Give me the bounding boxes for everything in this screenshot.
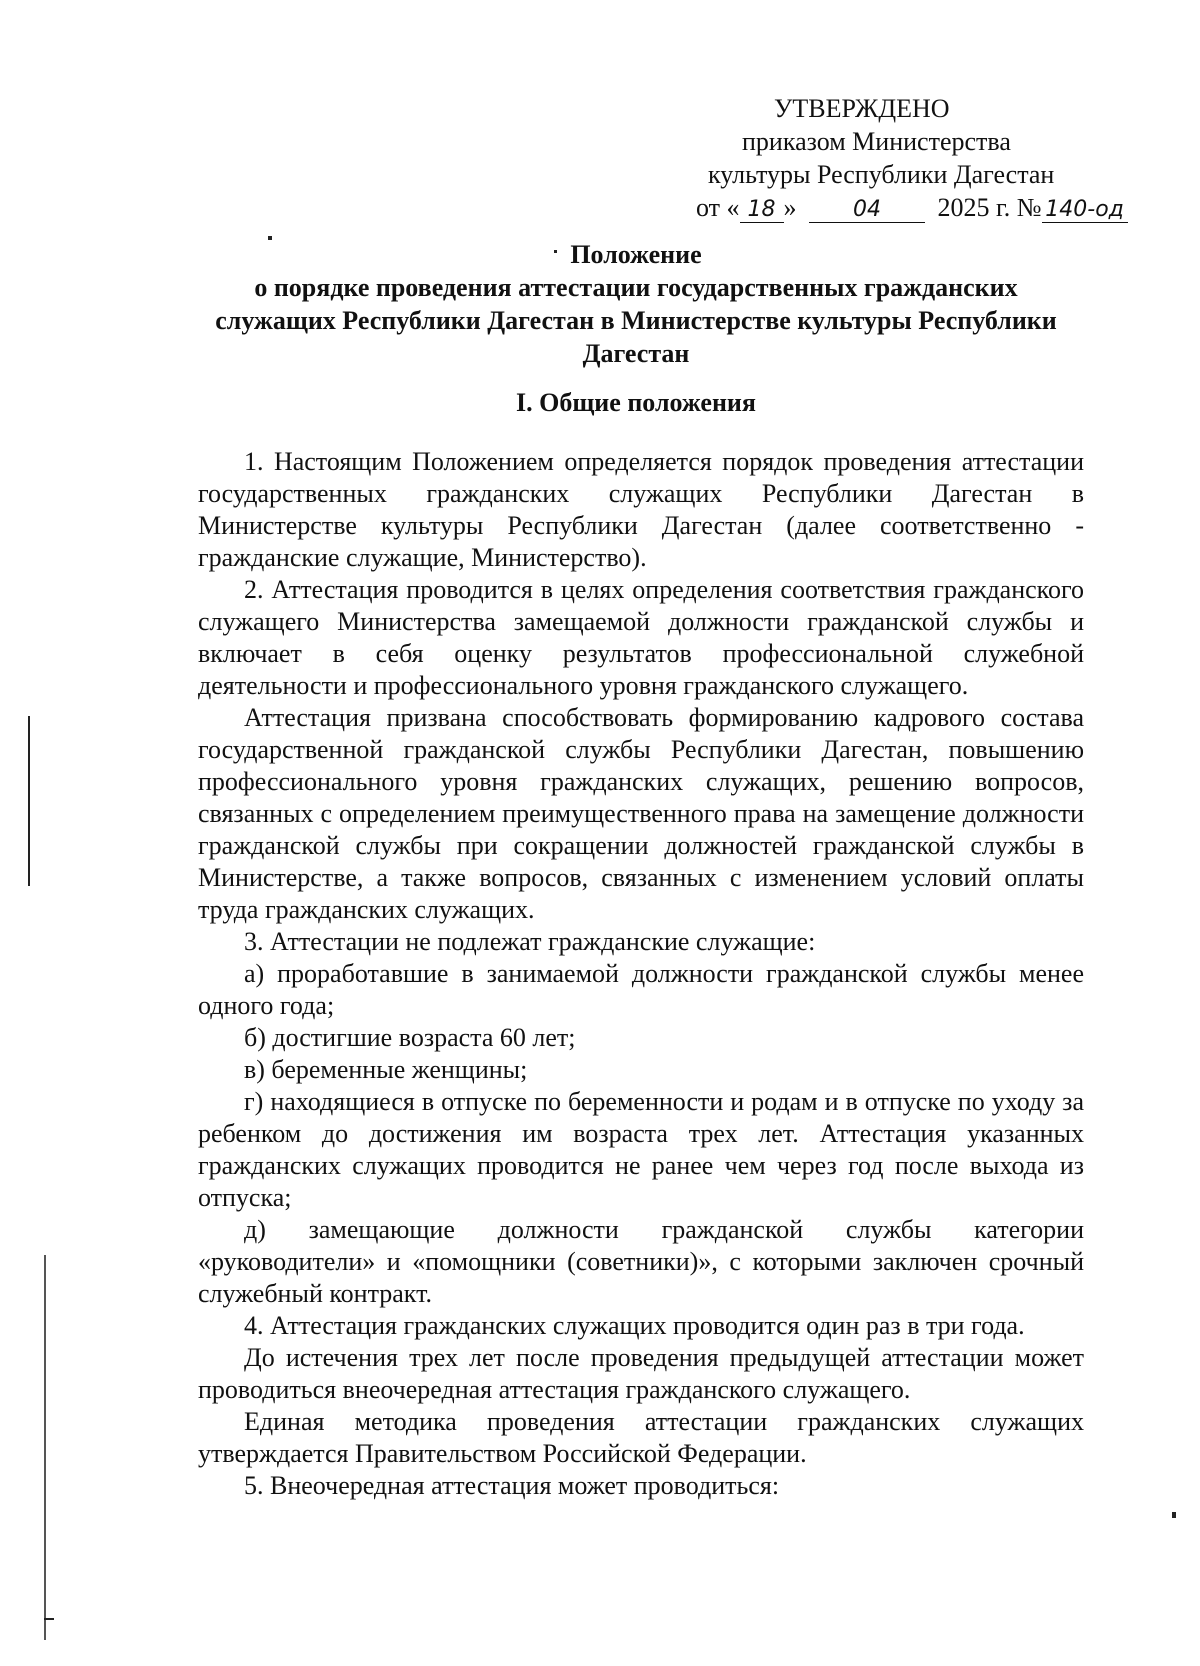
title-line-2: о порядке проведения аттестации государственных гражданских — [254, 273, 1018, 302]
document-title — [188, 238, 1084, 370]
scan-mark — [554, 250, 557, 253]
date-day-close: » — [783, 193, 797, 222]
title-line-3: служащих Республики Дагестан в Министерстве культуры Республики — [215, 306, 1057, 335]
approval-heading: УТВЕРЖДЕНО — [774, 94, 950, 123]
paragraph: 5. Внеочередная аттестация может проводиться: — [244, 1471, 780, 1500]
paragraph: в) беременные женщины; — [244, 1055, 528, 1084]
paragraph: а) проработавшие в занимаемой должности гражданской службы менее одного года; — [198, 959, 1084, 1020]
section-heading: I. Общие положения — [516, 388, 756, 417]
paragraph: д) замещающие должности гражданской службы категории «руководители» и «помощники (советники)», с которыми заключен срочный служебный контракт. — [198, 1215, 1084, 1308]
handwritten-month: 04 — [809, 198, 925, 223]
paragraph: До истечения трех лет после проведения предыдущей аттестации может проводиться внеочередная аттестация гражданского служащего. — [198, 1343, 1084, 1404]
document-body — [198, 446, 1084, 1502]
handwritten-day: 18 — [740, 198, 784, 223]
paragraph: 4. Аттестация гражданских служащих проводится один раз в три года. — [244, 1311, 1025, 1340]
scan-mark — [28, 716, 30, 886]
approval-date-line — [640, 191, 1160, 224]
scan-mark — [268, 236, 272, 240]
title-line-1: Положение — [570, 240, 702, 269]
handwritten-order-number: 140-од — [1042, 198, 1128, 223]
approval-line-ministry: культуры Республики Дагестан — [708, 160, 1055, 189]
paragraph: 3. Аттестации не подлежат гражданские служащие: — [244, 927, 816, 956]
approval-block — [640, 92, 1160, 224]
paragraph: Аттестация призвана способствовать формированию кадрового состава государственной гражданской службы Республики Дагестан, повышению профессионального уровня гражданских служащих, решению вопросов, связанных с определением преимущественного права на замещение должности гражданской службы при сокращении должностей гражданской службы в Министерстве, а также вопросов, связанных с изменением условий оплаты труда гражданских служащих. — [198, 703, 1084, 924]
scan-mark — [44, 1618, 54, 1620]
paragraph: б) достигшие возраста 60 лет; — [244, 1023, 576, 1052]
paragraph: г) находящиеся в отпуске по беременности и родам и в отпуске по уходу за ребенком до достижения им возраста трех лет. Аттестация указанных гражданских служащих проводится не ранее чем через год после выхода из отпуска; — [198, 1087, 1084, 1212]
date-prefix: от « — [696, 193, 740, 222]
approval-line-order: приказом Министерства — [742, 127, 1011, 156]
scan-mark — [44, 1255, 46, 1640]
scan-mark — [1172, 1512, 1176, 1518]
paragraph: Единая методика проведения аттестации гражданских служащих утверждается Правительством Российской Федерации. — [198, 1407, 1084, 1468]
paragraph: 1. Настоящим Положением определяется порядок проведения аттестации государственных гражданских служащих Республики Дагестан в Министерстве культуры Республики Дагестан (далее соответственно - гражданские служащие, Министерство). — [198, 447, 1084, 572]
paragraph: 2. Аттестация проводится в целях определения соответствия гражданского служащего Министерства замещаемой должности гражданской службы и включает в себя оценку результатов профессиональной служебной деятельности и профессионального уровня гражданского служащего. — [198, 575, 1084, 700]
title-line-4: Дагестан — [582, 339, 690, 368]
date-year: 2025 г. № — [937, 193, 1042, 222]
